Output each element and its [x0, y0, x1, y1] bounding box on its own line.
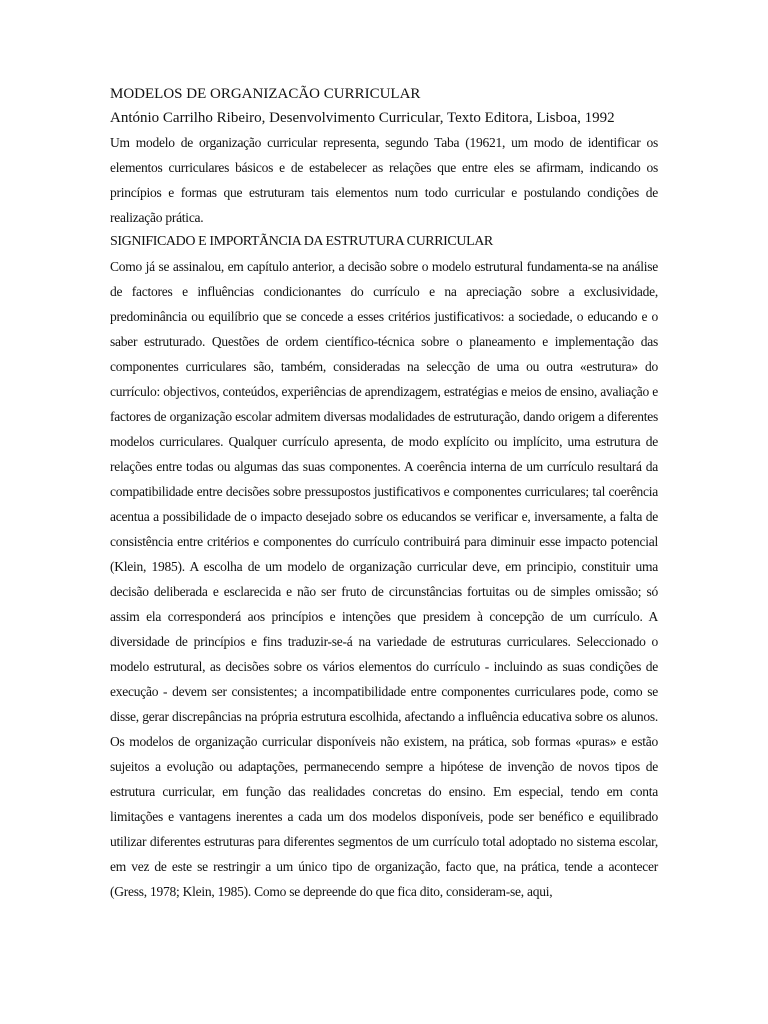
- document-page: [110, 82, 658, 904]
- body-paragraph: Como já se assinalou, em capítulo anterior, a decisão sobre o modelo estrutural fundamenta-se na análise de factores e influências condicionantes do currículo e na apreciação sobre a exclusividade, predominância ou equilíbrio que se concede a esses critérios justificativos: a sociedade, o educando e o saber estruturado. Questões de ordem científico-técnica sobre o planeamento e implementação das componentes curriculares são, também, consideradas na selecção de uma ou outra «estrutura» do currículo: objectivos, conteúdos, experiências de aprendizagem, estratégias e meios de ensino, avaliação e factores de organização escolar admitem diversas modalidades de estruturação, dando origem a diferentes modelos curriculares. Qualquer currículo apresenta, de modo explícito ou implícito, uma estrutura de relações entre todas ou algumas das suas componentes. A coerência interna de um currículo resultará da compatibilidade entre decisões sobre pressupostos justificativos e componentes curriculares; tal coerência acentua a possibilidade de o impacto desejado sobre os educandos se verificar e, inversamente, a falta de consistência entre critérios e componentes do currículo contribuirá para diminuir esse impacto potencial (Klein, 1985). A escolha de um modelo de organização curricular deve, em principio, constituir uma decisão deliberada e esclarecida e não ser fruto de circunstâncias fortuitas ou de simples omissão; só assim ela corresponderá aos princípios e intenções que presidem à concepção de um currículo. A diversidade de princípios e fins traduzir-se-á na variedade de estruturas curriculares. Seleccionado o modelo estrutural, as decisões sobre os vários elementos do currículo - incluindo as suas condições de execução - devem ser consistentes; a incompatibilidade entre componentes curriculares pode, como se disse, gerar discrepâncias na própria estrutura escolhida, afectando a influência educativa sobre os alunos. Os modelos de organização curricular disponíveis não existem, na prática, sob formas «puras» e estão sujeitos a evolução ou adaptações, permanecendo sempre a hipótese de invenção de novos tipos de estrutura curricular, em função das realidades concretas do ensino. Em especial, tendo em conta limitações e vantagens inerentes a cada um dos modelos disponíveis, pode ser benéfico e equilibrado utilizar diferentes estruturas para diferentes segmentos de um currículo total adoptado no sistema escolar, em vez de este se restringir a um único tipo de organização, facto que, na prática, tende a acontecer (Gress, 1978; Klein, 1985). Como se depreende do que fica dito, consideram-se, aqui,: [110, 259, 658, 899]
- intro-paragraph: Um modelo de organização curricular representa, segundo Taba (19621, um modo de identificar os elementos curriculares básicos e de estabelecer as relações que entre eles se afirmam, indicando os princípios e formas que estruturam tais elementos num todo curricular e postulando condições de realização prática.: [110, 135, 658, 225]
- section-heading: SIGNIFICADO E IMPORTÃNCIA DA ESTRUTURA CURRICULAR: [110, 234, 493, 249]
- document-citation: António Carrilho Ribeiro, Desenvolvimento Curricular, Texto Editora, Lisboa, 1992: [110, 110, 615, 126]
- document-title: MODELOS DE ORGANIZACÃO CURRICULAR: [110, 86, 421, 102]
